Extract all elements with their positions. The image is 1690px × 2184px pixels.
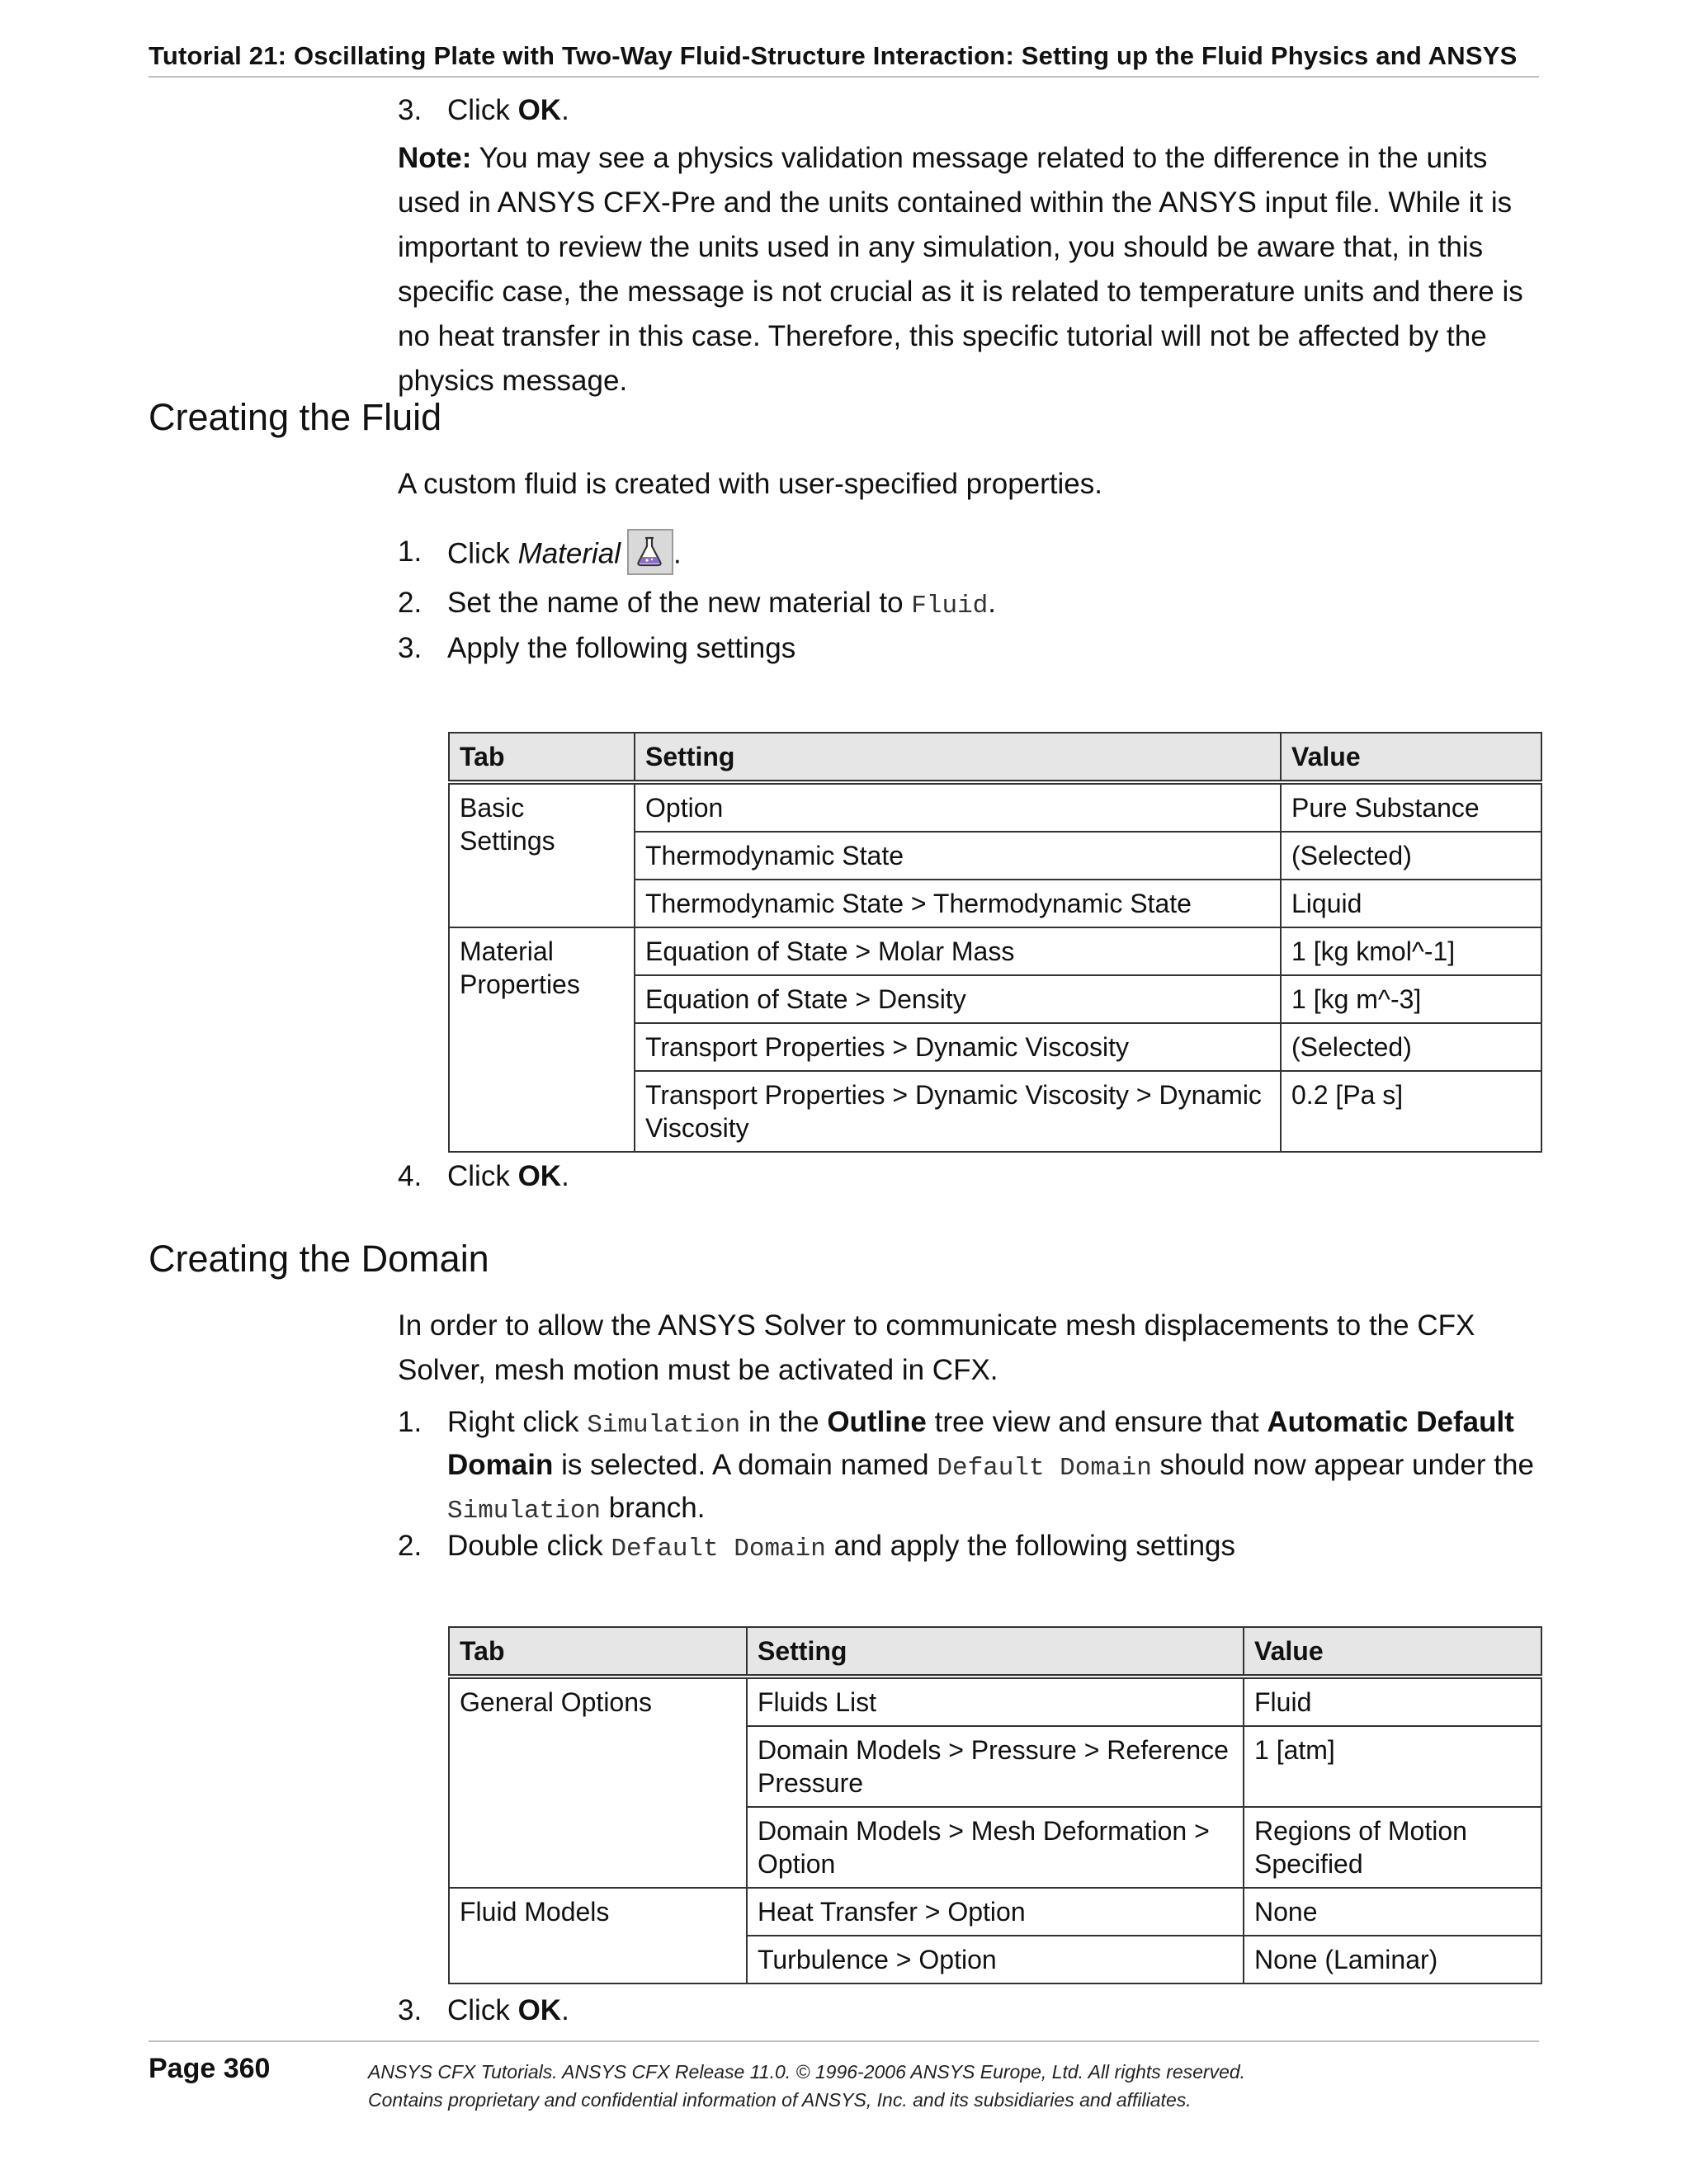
footer-copyright bbox=[368, 2058, 1245, 2114]
section-heading-fluid: Creating the Fluid bbox=[149, 396, 442, 438]
setting-cell: Thermodynamic State > Thermodynamic State bbox=[635, 880, 1281, 927]
setting-cell: Turbulence > Option bbox=[747, 1936, 1244, 1984]
tab-cell: General Options bbox=[449, 1677, 747, 1888]
column-header-tab: Tab bbox=[449, 733, 635, 782]
value-cell: Liquid bbox=[1281, 880, 1541, 927]
value-cell: None (Laminar) bbox=[1244, 1936, 1541, 1984]
value-cell: Pure Substance bbox=[1281, 782, 1541, 832]
ok-label: OK bbox=[517, 94, 562, 126]
value-cell: Regions of Motion Specified bbox=[1244, 1807, 1541, 1888]
value-cell: 1 [kg m^-3] bbox=[1281, 975, 1541, 1023]
material-flask-icon bbox=[627, 529, 673, 575]
setting-cell: Domain Models > Mesh Deformation > Option bbox=[747, 1807, 1244, 1888]
value-cell: 1 [atm] bbox=[1244, 1726, 1541, 1807]
default-domain-code: Default Domain bbox=[611, 1535, 826, 1564]
domain-settings-table bbox=[448, 1626, 1542, 1984]
table-header-row bbox=[449, 733, 1541, 782]
setting-cell: Heat Transfer > Option bbox=[747, 1888, 1244, 1936]
simulation-code: Simulation bbox=[447, 1497, 602, 1526]
material-name-code: Fluid bbox=[911, 592, 989, 620]
note-label: Note: bbox=[398, 142, 472, 174]
note-text: You may see a physics validation message related to the difference in the units used in ANSYS CFX-Pre and the units contained within the ANSYS input file. While it is important to review the units used in any simulation, you should be aware that, in this specific case, the message is not crucial as it is related to temperature units and there is no heat transfer in this case. Therefore, this specific tutorial will not be affected by the physics message. bbox=[398, 142, 1523, 397]
outline-label: Outline bbox=[827, 1406, 927, 1438]
footer-divider bbox=[149, 2040, 1539, 2042]
value-cell: 1 [kg kmol^-1] bbox=[1281, 927, 1541, 975]
tab-cell: Basic Settings bbox=[449, 782, 635, 927]
fluid-description: A custom fluid is created with user-specified properties. bbox=[398, 468, 1102, 500]
tab-cell: Material Properties bbox=[449, 927, 635, 1152]
table-header-row bbox=[449, 1627, 1541, 1677]
setting-cell: Fluids List bbox=[747, 1677, 1244, 1726]
step-number: 3. bbox=[398, 94, 422, 126]
default-domain-code: Default Domain bbox=[937, 1454, 1152, 1483]
automatic-default-domain-label: Automatic Default Domain bbox=[447, 1406, 1514, 1481]
domain-description: In order to allow the ANSYS Solver to communicate mesh displacements to the CFX Solver, mesh motion must be activated in CFX. bbox=[398, 1309, 1475, 1386]
tab-cell: Fluid Models bbox=[449, 1888, 747, 1984]
table-row bbox=[449, 1677, 1541, 1726]
table-row bbox=[449, 927, 1541, 975]
setting-cell: Transport Properties > Dynamic Viscosity bbox=[635, 1023, 1281, 1071]
value-cell: (Selected) bbox=[1281, 1023, 1541, 1071]
ok-label: OK bbox=[517, 1160, 562, 1192]
step-text: Click OK. bbox=[447, 94, 569, 126]
section-heading-domain: Creating the Domain bbox=[149, 1238, 489, 1280]
value-cell: None bbox=[1244, 1888, 1541, 1936]
value-cell: 0.2 [Pa s] bbox=[1281, 1071, 1541, 1152]
material-label: Material bbox=[517, 537, 621, 570]
setting-cell: Domain Models > Pressure > Reference Pressure bbox=[747, 1726, 1244, 1807]
page-number: Page 360 bbox=[149, 2053, 271, 2084]
table-row bbox=[449, 782, 1541, 832]
setting-cell: Option bbox=[635, 782, 1281, 832]
column-header-value: Value bbox=[1244, 1627, 1541, 1677]
column-header-setting: Setting bbox=[747, 1627, 1244, 1677]
fluid-settings-table bbox=[448, 732, 1542, 1153]
setting-cell: Equation of State > Density bbox=[635, 975, 1281, 1023]
setting-cell: Equation of State > Molar Mass bbox=[635, 927, 1281, 975]
column-header-setting: Setting bbox=[635, 733, 1281, 782]
value-cell: Fluid bbox=[1244, 1677, 1541, 1726]
column-header-value: Value bbox=[1281, 733, 1541, 782]
value-cell: (Selected) bbox=[1281, 832, 1541, 880]
setting-cell: Thermodynamic State bbox=[635, 832, 1281, 880]
simulation-code: Simulation bbox=[587, 1411, 741, 1440]
column-header-tab: Tab bbox=[449, 1627, 747, 1677]
footer-line-2: Contains proprietary and confidential information of ANSYS, Inc. and its subsidiaries and affiliates. bbox=[368, 2089, 1192, 2111]
table-row bbox=[449, 1888, 1541, 1936]
note-paragraph bbox=[398, 136, 1541, 403]
footer-line-1: ANSYS CFX Tutorials. ANSYS CFX Release 11.0. © 1996-2006 ANSYS Europe, Ltd. All rights reserved. bbox=[368, 2061, 1246, 2083]
setting-cell: Transport Properties > Dynamic Viscosity > Dynamic Viscosity bbox=[635, 1071, 1281, 1152]
running-header: Tutorial 21: Oscillating Plate with Two-Way Fluid-Structure Interaction: Setting up the Fluid Physics and ANSYS bbox=[149, 41, 1539, 78]
ok-label: OK bbox=[517, 1994, 562, 2026]
